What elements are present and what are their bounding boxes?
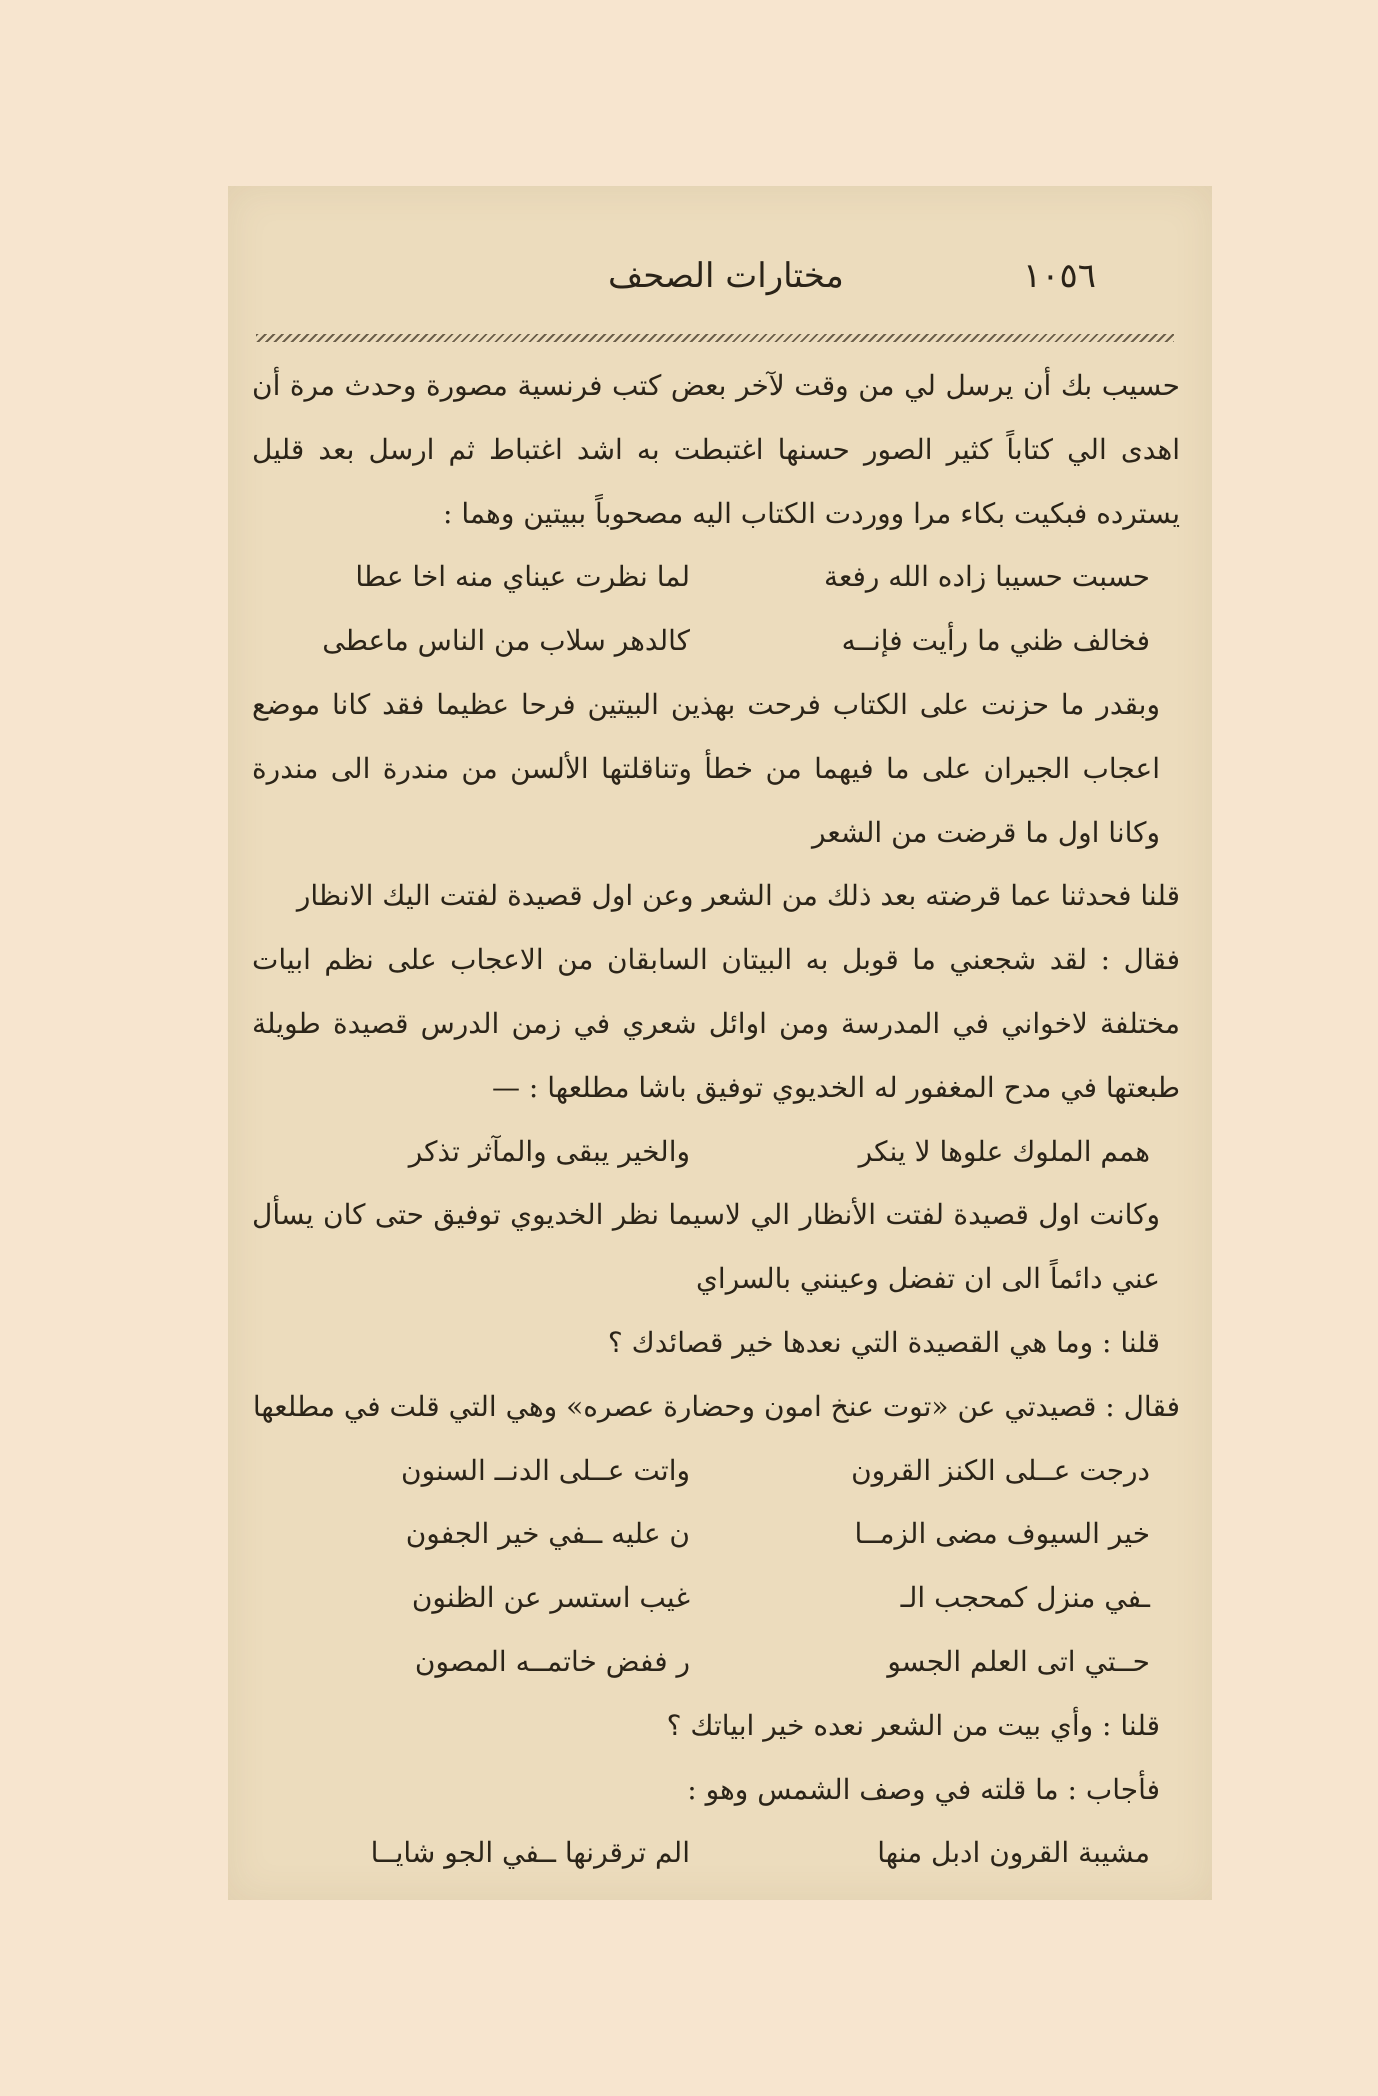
verse-line <box>252 1502 1180 1566</box>
verse-first-hemistich: خير السيوف مضى الزمــا <box>854 1517 1150 1551</box>
book-page <box>228 186 1212 1900</box>
verse-line <box>252 1566 1180 1630</box>
page-number: ١٠٥٦ <box>1023 256 1097 296</box>
paragraph: حسيب بك أن يرسل لي من وقت لآخر بعض كتب فرنسية مصورة وحدث مرة أن اهدى الي كتاباً كثير الصور حسنها اغتبطت به اشد اغتباط ثم ارسل بعد قليل يسترده فبكيت بكاء مرا ووردت الكتاب اليه مصحوباً ببيتين وهما : <box>252 369 1180 530</box>
header-rule <box>256 334 1174 342</box>
verse-line <box>252 1630 1180 1694</box>
verse-first-hemistich: ـفي منزل كمحجب الـ <box>900 1581 1150 1615</box>
paragraph: فقال : لقد شجعني ما قوبل به البيتان السابقان من الاعجاب على نظم ابيات مختلفة لاخواني في المدرسة ومن اوائل شعري في زمن الدرس قصيدة طويلة طبعتها في مدح المغفور له الخديوي توفيق باشا مطلعها : — <box>252 943 1180 1104</box>
verse-line <box>252 1439 1180 1503</box>
verse-second-hemistich: واتت عــلى الدنــ السنون <box>401 1453 690 1487</box>
verse-second-hemistich: والخير يبقى والمآثر تذكر <box>408 1134 690 1168</box>
paragraph: قلنا فحدثنا عما قرضته بعد ذلك من الشعر وعن اول قصيدة لفتت اليك الانظار <box>296 879 1180 913</box>
verse-line <box>252 1120 1180 1184</box>
body-text <box>252 354 1180 1885</box>
verse-second-hemistich: الم ترقرنها ــفي الجو شايــا <box>370 1836 690 1870</box>
verse-first-hemistich: درجت عــلى الكنز القرون <box>851 1453 1150 1487</box>
paragraph: قلنا : وأي بيت من الشعر نعده خير ابياتك ؟ <box>666 1708 1160 1742</box>
paragraph: وبقدر ما حزنت على الكتاب فرحت بهذين البيتين فرحا عظيما فقد كانا موضع اعجاب الجيران على ما فيهما من خطأ وتناقلتها الألسن من مندرة الى مندرة وكانا اول ما قرضت من الشعر <box>252 687 1160 849</box>
verse-second-hemistich: لما نظرت عيناي منه اخا عطا <box>355 560 690 594</box>
verse-first-hemistich: فخالف ظني ما رأيت فإنــه <box>841 624 1150 658</box>
verse-second-hemistich: كالدهر سلاب من الناس ماعطى <box>322 624 690 658</box>
verse-second-hemistich: ن عليه ــفي خير الجفون <box>405 1517 690 1551</box>
page-header <box>228 256 1212 316</box>
verse-first-hemistich: مشيبة القرون ادبل منها <box>877 1836 1150 1870</box>
paragraph: وكانت اول قصيدة لفتت الأنظار الي لاسيما نظر الخديوي توفيق حتى كان يسأل عني دائماً الى ان تفضل وعينني بالسراي <box>252 1198 1160 1296</box>
verse-line <box>252 609 1180 673</box>
verse-first-hemistich: حــتي اتى العلم الجسو <box>887 1644 1150 1678</box>
paragraph: فقال : قصيدتي عن «توت عنخ امون وحضارة عصره» وهي التي قلت في مطلعها <box>252 1389 1180 1423</box>
verse-line <box>252 1821 1180 1885</box>
running-title: مختارات الصحف <box>608 256 844 296</box>
verse-second-hemistich: ر ففض خاتمــه المصون <box>414 1644 690 1678</box>
verse-second-hemistich: غيب استسر عن الظنون <box>411 1581 690 1615</box>
verse-line <box>252 545 1180 609</box>
verse-first-hemistich: حسبت حسيبا زاده الله رفعة <box>823 560 1150 594</box>
verse-first-hemistich: همم الملوك علوها لا ينكر <box>858 1134 1150 1168</box>
paragraph: فأجاب : ما قلته في وصف الشمس وهو : <box>687 1772 1160 1806</box>
paragraph: قلنا : وما هي القصيدة التي نعدها خير قصائدك ؟ <box>607 1325 1160 1359</box>
